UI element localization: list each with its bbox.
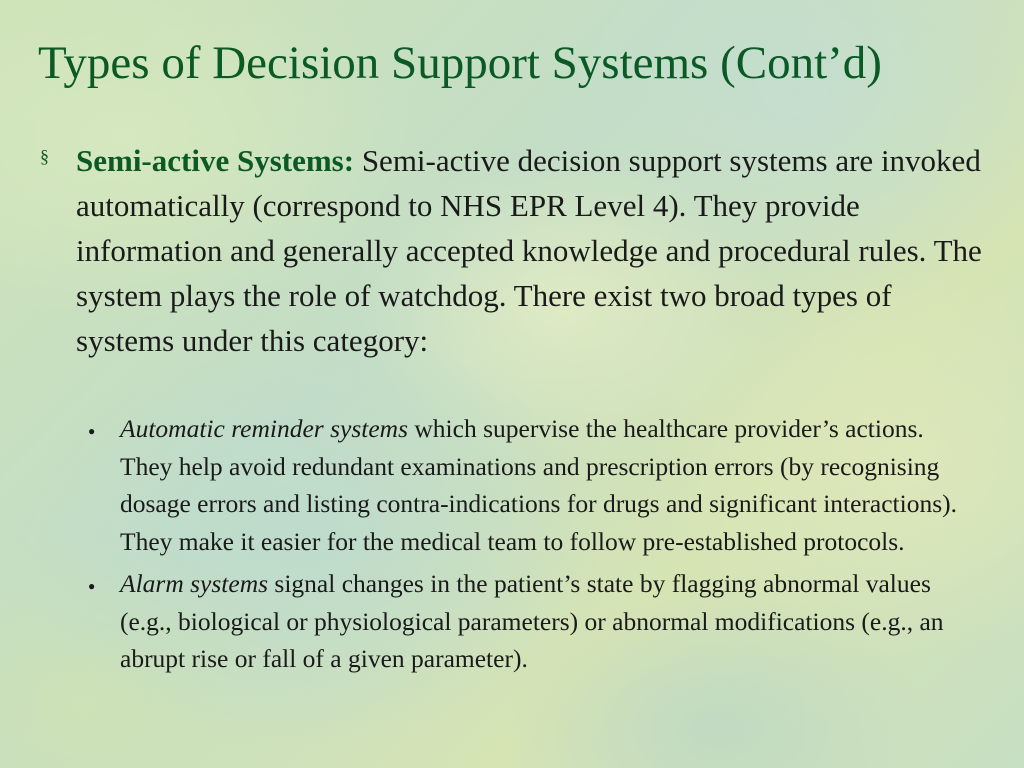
sub-bullet-term: Alarm systems: [120, 569, 269, 598]
sub-bullet-description: which supervise the healthcare provider’s actions. They help avoid redundant examinations and prescription errors (by recognising dosage errors and listing contra-indications for drugs and significant interactions). They make it easier for the medical team to follow pre-established protocols.: [120, 414, 958, 556]
sub-bullet-body: [120, 565, 972, 678]
main-bullet-description: Semi-active decision support systems are invoked automatically (correspond to NHS EPR Level 4). They provide information and generally accepted knowledge and procedural rules. The system plays the role of watchdog. There exist two broad types of systems under this category:: [76, 143, 982, 358]
dot-bullet-icon: ●: [88, 424, 96, 438]
slide-title: Types of Decision Support Systems (Cont’d): [38, 37, 882, 89]
main-bullet-body: [76, 138, 990, 363]
sub-bullet-alarm-systems: [82, 565, 972, 678]
dot-bullet-icon: ●: [88, 579, 96, 593]
sub-bullet-body: [120, 410, 972, 560]
sub-bullet-reminder-systems: [82, 410, 972, 560]
sub-bullet-description: signal changes in the patient’s state by flagging abnormal values (e.g., biological or physiological parameters) or abnormal modifications (e.g., an abrupt rise or fall of a given parameter).: [120, 569, 944, 673]
main-bullet-semi-active: [30, 138, 990, 363]
square-bullet-icon: §: [40, 146, 49, 166]
sub-bullet-list: [82, 410, 972, 683]
main-bullet-term: Semi-active Systems:: [76, 143, 355, 178]
sub-bullet-term: Automatic reminder systems: [120, 414, 409, 443]
